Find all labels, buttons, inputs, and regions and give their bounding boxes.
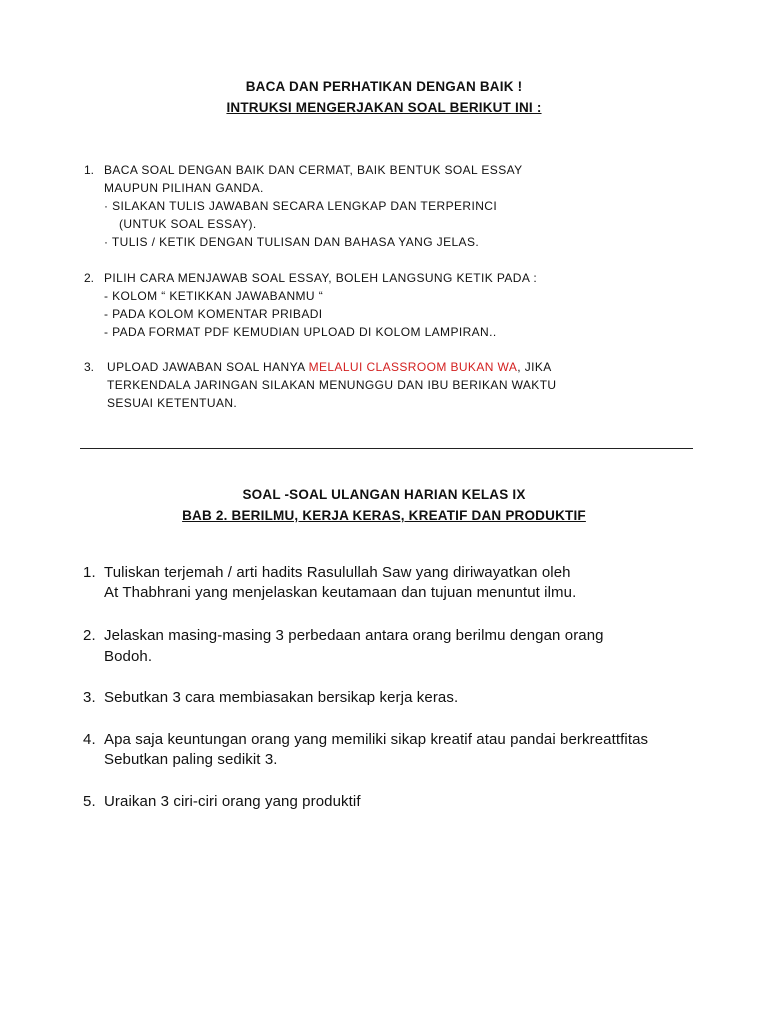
instruction-line: · TULIS / KETIK DENGAN TULISAN DAN BAHASA YANG JELAS. [104, 235, 480, 249]
question-number: 5. [83, 793, 96, 810]
instruction-line: - PADA KOLOM KOMENTAR PRIBADI [104, 307, 323, 321]
instruction-line: - KOLOM “ KETIKKAN JAWABANMU “ [104, 289, 324, 303]
instruction-text: UPLOAD JAWABAN SOAL HANYA [107, 360, 309, 374]
instruction-text: , JIKA [517, 360, 552, 374]
question-number: 4. [83, 731, 96, 748]
question-line: Bodoh. [104, 648, 153, 665]
instruction-line: - PADA FORMAT PDF KEMUDIAN UPLOAD DI KOLOM LAMPIRAN.. [104, 325, 497, 339]
question-line: Apa saja keuntungan orang yang memiliki sikap kreatif atau pandai berkreattfitas [104, 731, 649, 748]
instruction-number: 1. [84, 163, 95, 177]
instruction-line: MAUPUN PILIHAN GANDA. [104, 181, 264, 195]
question-number: 2. [83, 627, 96, 644]
instruction-number: 3. [84, 360, 95, 374]
instruction-line: PILIH CARA MENJAWAB SOAL ESSAY, BOLEH LANGSUNG KETIK PADA : [104, 271, 538, 285]
question-number: 1. [83, 564, 96, 581]
divider-line [80, 448, 693, 449]
question-number: 3. [83, 689, 96, 706]
instruction-number: 2. [84, 271, 95, 285]
question-line: Tuliskan terjemah / arti hadits Rasulullah Saw yang diriwayatkan oleh [104, 564, 571, 581]
question-line: Uraikan 3 ciri-ciri orang yang produktif [104, 793, 361, 810]
section-title: SOAL -SOAL ULANGAN HARIAN KELAS IX [242, 487, 526, 502]
instruction-line: BACA SOAL DENGAN BAIK DAN CERMAT, BAIK BENTUK SOAL ESSAY [104, 163, 523, 177]
question-line: Sebutkan paling sedikit 3. [104, 751, 278, 768]
instruction-line: (UNTUK SOAL ESSAY). [119, 217, 257, 231]
question-line: At Thabhrani yang menjelaskan keutamaan dan tujuan menuntut ilmu. [104, 584, 577, 601]
question-line: Sebutkan 3 cara membiasakan bersikap kerja keras. [104, 689, 459, 706]
header-title: BACA DAN PERHATIKAN DENGAN BAIK ! [245, 79, 523, 94]
instruction-line [107, 360, 552, 374]
instruction-line: · SILAKAN TULIS JAWABAN SECARA LENGKAP DAN TERPERINCI [104, 199, 498, 213]
question-line: Jelaskan masing-masing 3 perbedaan antara orang berilmu dengan orang [104, 627, 604, 644]
header-subtitle: INTRUKSI MENGERJAKAN SOAL BERIKUT INI : [226, 100, 542, 115]
section-subtitle: BAB 2. BERILMU, KERJA KERAS, KREATIF DAN PRODUKTIF [182, 508, 586, 523]
instruction-line: TERKENDALA JARINGAN SILAKAN MENUNGGU DAN IBU BERIKAN WAKTU [107, 378, 557, 392]
instruction-line: SESUAI KETENTUAN. [107, 396, 238, 410]
highlight-text: MELALUI CLASSROOM BUKAN WA [308, 360, 518, 374]
